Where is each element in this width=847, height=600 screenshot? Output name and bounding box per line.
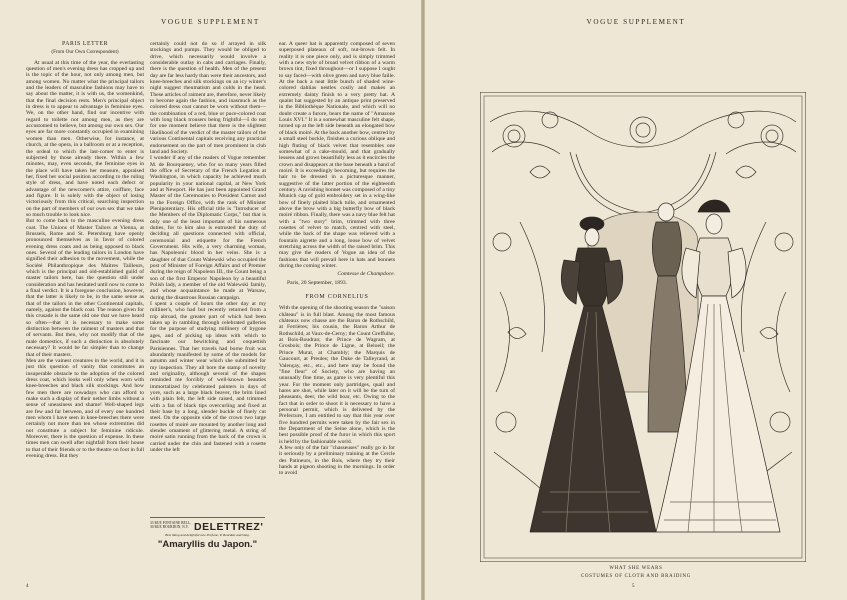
running-head-right: VOGUE SUPPLEMENT [586,18,686,26]
page-number-left: 4 [26,584,29,589]
dateline: Paris, 20 September, 1893. [287,279,348,286]
column-hats-cornelius [279,41,395,568]
article-byline: (From Our Own Correspondent) [51,49,119,56]
hats-body: ear. A queer hat is apparently composed of seven superposed plateaux of soft, nut-brown felt. In reality it is one piece only, and is simply trimmed with a new style of broad velvet ribbon of a warm brown tint, fixed throughout—or I suppose I ought to say faced—with olive green and navy blue faille. At the back a neat little bunch of shaded wine-colored dahlias nestles cosily and makes an extremely dainty finish to a very pretty hat. A quaint hat suggested by an antique print preserved in the Bibliothèque Nationale, and which will no doubt create a furore, bears the name of "Amazone Louis XVI." It is a somewhat masculine felt shape, turned up at the left side beneath an elongated bow of black moiré. At the back another bow, centred by a small steel buckle, finishes a curious oblique and high fluting of black velvet that resembles one somewhat of a cake-mould, and that gradually lessens and grows beautifully less as it encircles the crown and disappears at the base beneath a band of moiré. It is exceedingly becoming, but requires the hair to be dressed in a picturesque manner, suggestive of the latter portion of the eighteenth century. A ravishing bonnet was composed of a tiny Munich cap of gold embroidery set in a wing-like bow of finely plaited black tulle, and ornamented above the brow with a big butterfly bow of black moiré ribbon. Finally, there was a navy blue felt hat with a "two story" brim, trimmed with three rosettes of velvet to match, centred with steel, while the back of the shape was relieved with a fountain aigrette and a long, loose bow of velvet stretching across the width of the raised brim. This may give the readers of Vogue an idea of the fashions that will prevail here in hats and bonnets during the coming winter. [279,41,395,270]
cornelius-body: With the opening of the shooting season the "saison château" is in full blast. Among the most famous châteaux now chasse are the Baron de Rothschild, at Ferrières; his cousin, the Baron Arthur de Rothschild, at Vaux-de-Cerny; the Count Greffulhe, at Bois-Boudran; the Prince de Wagram, at Grosbois; the Prince de Ligne, at Beloeil; the Prince Murat, at Chambly; the Marquis de Gaucourt, at Preules; the Duke de Talleyrand, at Valençay, etc., etc., and here may be found the "fine fleur" of Society, who are having an unusually fine time, as game is very plentiful this year. For the moment only partridges, quail and hares are shot, while later on it will be the turn of pheasants, deer, the wild boar, etc. Owing to the fact that in order to shoot it is necessary to have a personal permit, which is delivered by the Prefecture, I am entitled to say that this year over five hundred permits were taken by the fair sex in the Department of the Seine alone, which is the best possible proof of the furor in which this sport is held by the fashionable world. A few only of the fair "chasseuses" really go in for it seriously by a preliminary training at the Cercle des Patineurs, in the Bois, where they try their hands at pigeon shooting in the mornings. In order to avoid [279,305,395,477]
signoff: Comtesse de Champdoce. [337,271,395,278]
section-heading: FROM CORNELIUS [305,294,369,301]
running-head-left: VOGUE SUPPLEMENT [161,18,260,26]
ad-tagline: Best liking and delightful new Perfume, P. Bourdais and Song. [165,533,250,537]
illustration-caption-sub: COSTUMES OF CLOTH AND BRAIDING [580,574,692,579]
article-body-cont: certainly could not do so if arrayed in silk stockings and pumps. They would be obliged to drive, which necessarily would involve a considerable outlay in cabs and carriages. Finally, there is the question of health. Men of the present day are far less hardy than were their ancestors, and knee-breeches and silk stockings on an icy winter's night suggest rheumatism and colds in the head. These articles of raiment are, therefore, never likely to become again the fashion, and inasmuch as the colored dress coat cannot be worn without them—the combination of a red, blue or puce-colored coat with long black trousers being frightful—I do not for one moment believe that there is the slightest likelihood of the verdict of the master tailors of the various Continental capitals receiving any practical endorsement on the part of men prominent in club land and Society. I wonder if any of the readers of Vogue remember M. de Bourqueney, who for so many years filled the office of Secretary of the French Legation at Washington, in which capacity he achieved much popularity in your national capital, at New York and at Newport. He has just been appointed Grand Master of the Ceremonies to President Carnot and to the Foreign Office, with the rank of Minister Plenipotentiary. His official title is "Introducer of the Members of the Diplomatic Corps," but that is only one of the least important of his numerous duties, for to him also is entrusted the duty of deciding all questions connected with official, ceremonial and etiquette for the French Government. His wife, a very charming woman, has Napoleonic blood in her veins. She is a daughter of that Count Walewski who occupied the post of Minister of Foreign Affairs and of Premier during the reign of Napoleon III., the Count being a son of the first Emperor Napoleon by a beautiful Polish lady, a member of the old Walewski family, and whose acquaintance he made at Warsaw, during the disastrous Russian campaign. I spent a couple of hours the other day at my milliner's, who had but recently returned from a trip abroad, the greater part of which had been taken up in rambling through celebrated galleries for the purpose of studying millinery of bygone ages, and of picking up ideas with which to fascinate our bewitching and coquettish Parisiennes. That her travels had borne fruit was abundantly manifested by some of the models for autumn and winter wear which she submitted for my inspection. They all bore the stamp of novelty and originality, although several of the shapes reminded me forcibly of well-known beauties immortalized by celebrated painters in days of yore, such as a large black beaver, the brim lined with plain felt, the left side raised, and trimmed with a fan of black tips overcurling and fixed at their base by a long, slender buckle of finely cut steel. On the opposite side of the crown two large rosettes of moiré are mounted by another long and slender ornament of glittering metal. A string of moiré satin running from the back of the crown is carried under the chin and fastened with a rosette under the left [150,41,266,453]
ad-address: 33 RUE FONTAINE BELL, 30 RUE BOURDON, N.Y. [150,521,192,529]
fashion-illustration [480,92,806,562]
ad-brand: DELETTREZ' [194,521,264,533]
page-number-right: 5 [632,584,635,589]
article-body: At usual at this time of the year, the everlasting question of men's evening dress has cropped up and is the topic of the hour, not only among men, but among women. No matter what the principal tailors and the leaders of masculine fashions may have to say about the matter, it is with us, the womenkind, that the final decision rests. Men's principal object in dress is to appear to advantage in feminine eyes. We, on the other hand, find our incentive with regard to toilette not among men, as they are accustomed to believe, but among our own sex. Our eyes are far more constantly occupied in examining women than men. Otherwise, for instance, at church, at the opera, in a ballroom or at a reception, the ordeal to which the last-comer to enter is subjected by those already there. Within a few minutes, may, even seconds, the feminine eyes in the place will have taken her measure, appraised her, fixed her social position according to the ruling style of dress, and have noted each defect or advantage of the newcomer's attire, coiffure, face and figure. It is solely with the object of losing victoriously from this critical, searching inspection on the part of members of our own sex that we take so much trouble to look nice. But to come back to the masculine evening dress coat. The Unions of Master Tailors at Vienna, at Brussels, Rome and St. Petersburg have openly pronounced themselves as in favor of colored evening dress coats and as being opposed to black ones. Several of the leading tailors in London have signified their adhesion to the movement, while the Société Philanthropique des Maîtres Tailleurs, which is the principal and old-established guild of master tailors here, has the question still under consideration and has hesitated until now to come to a final verdict. It is a foregone conclusion, however, that the latter is likely to be, in the same sense as that of the tailors in the other Continental capitals, namely, against the black coat. The reason given for this crusade is the same old one that we have heard so often—that it is necessary to make some distinction between the raiment of masters and that of servants. But then, why not modify that of the male domestics, if such a distinction is absolutely necessary? It would be far simpler than to change that of their masters. Men are the vainest creatures in the world, and it is just this question of vanity that constitutes an insuperable obstacle to the adoption of the colored dress coat, which looks well only when worn with knee-breeches and black silk stockings. And how few men there are nowadays who can afford to make such a display of their nether limbs without a sense of uneasiness and shame! Well-shaped legs are few and far between, and of every one hundred men whom I have seen in knee-breeches there were certainly not more than ten whose extremities did not constitute a subject for feminine ridicule. Moreover, there is the question of expense. In these times men can swell after nightfall from their house to that of their friends or to the theatre on foot in full evening dress. But they [26,59,144,459]
illustration-caption-title: WHAT SHE WEARS [609,566,663,571]
article-title: PARIS LETTER [61,41,109,47]
column-paris-letter [26,41,144,568]
perfume-advertisement[interactable] [150,517,265,554]
left-page [0,0,421,600]
column-paris-letter-cont [150,41,266,511]
ad-product: "Amaryllis du Japon." [157,539,258,550]
